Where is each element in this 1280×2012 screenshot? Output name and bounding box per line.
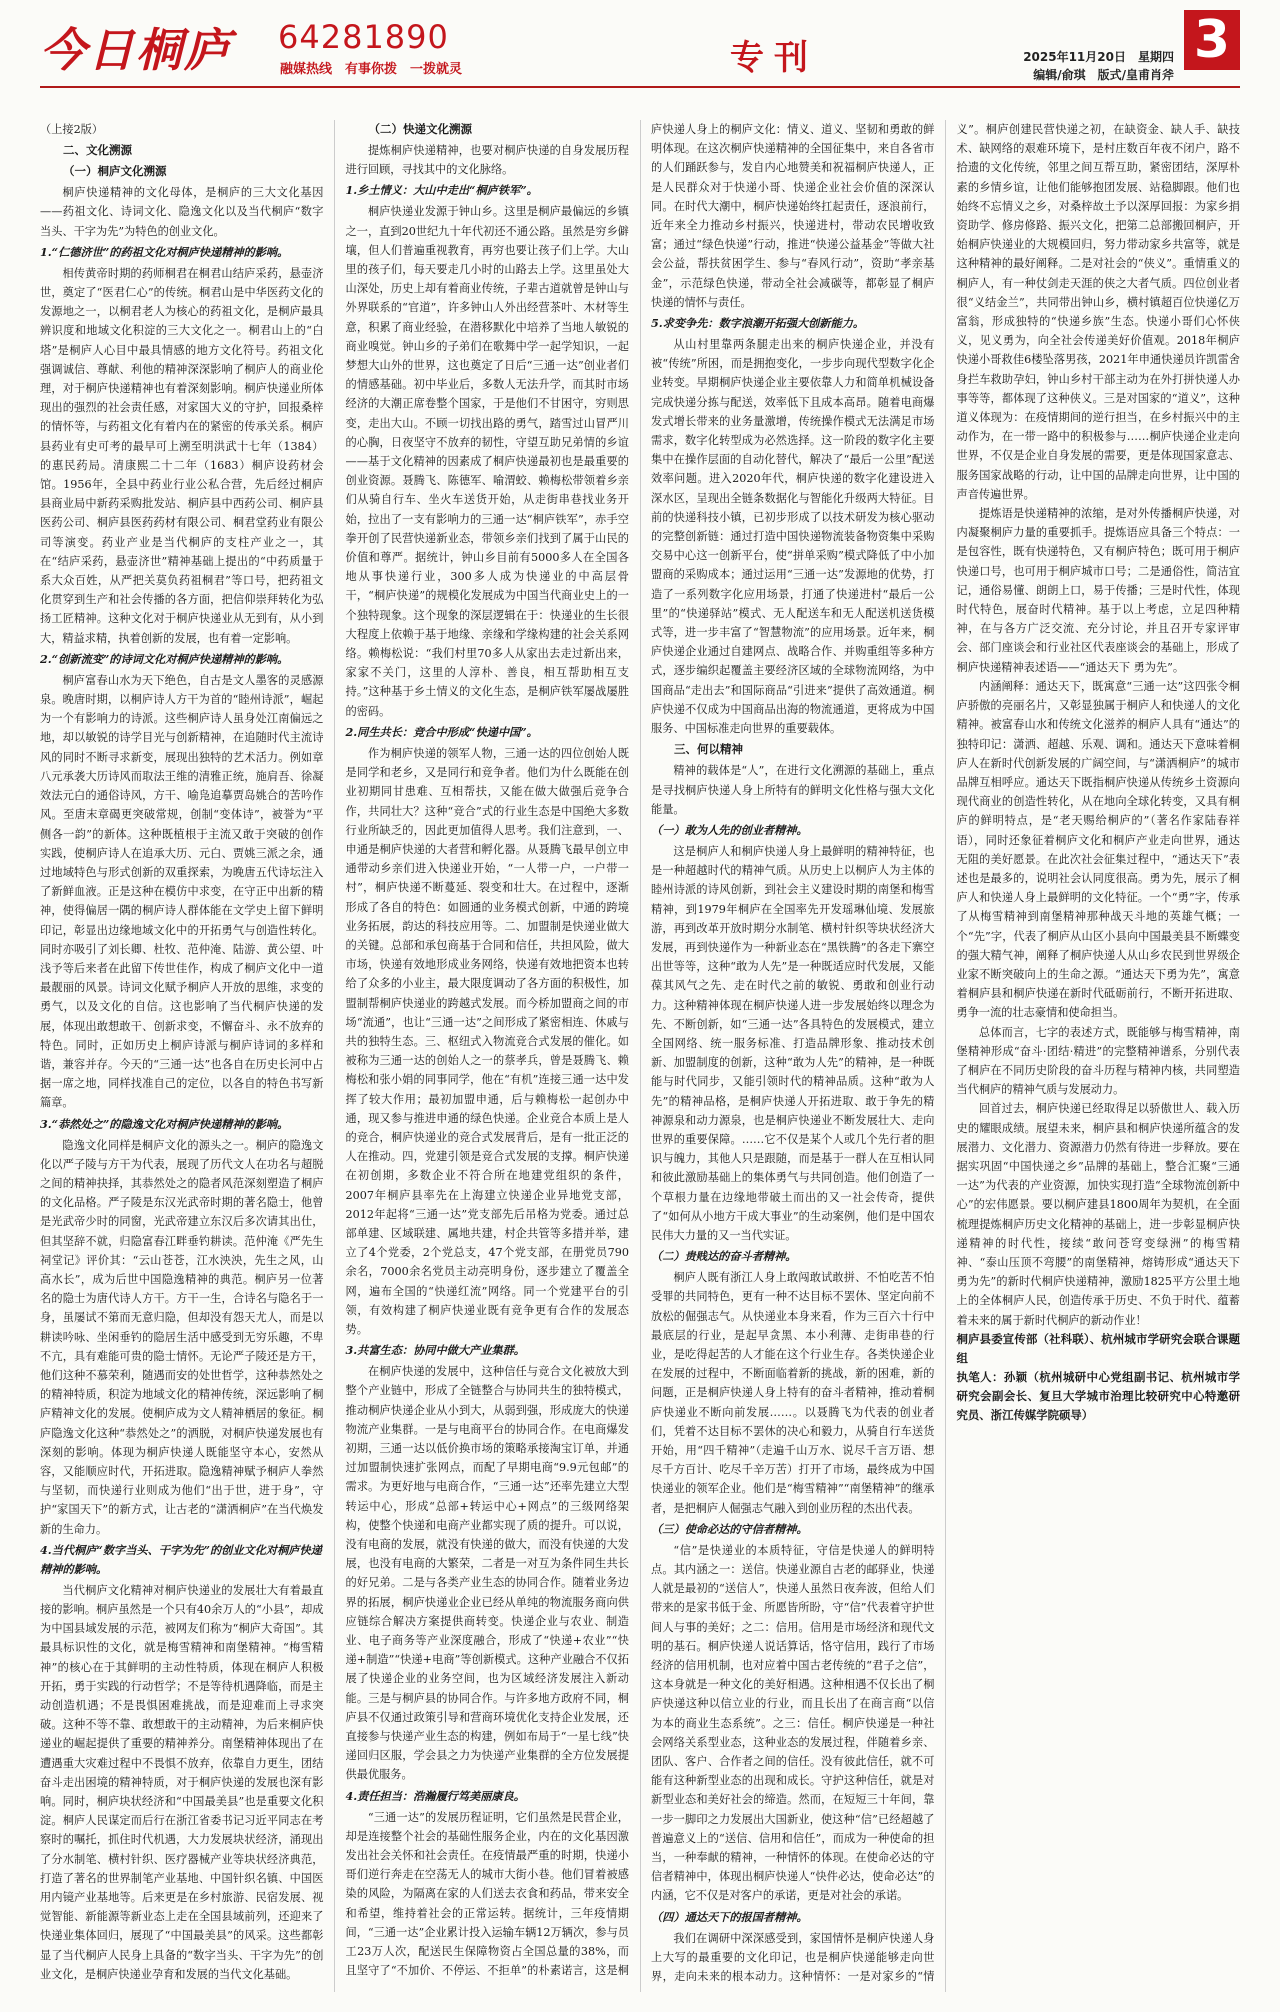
subsection-heading: （一）桐庐文化溯源 <box>63 164 167 179</box>
point-heading: 5.求变争先：数字浪潮开拓强大创新能力。 <box>651 316 865 331</box>
paragraph: 精神的载体是“人”，在进行文化溯源的基础上，重点是寻找桐庐快递人身上所特有的鲜明文化性格与强大文化能量。 <box>651 764 935 816</box>
point-heading: 4.当代桐庐“数字当头、干字为先”的创业文化对桐庐快递精神的影响。 <box>40 1542 322 1576</box>
newspaper-logo: 今日桐庐 <box>40 23 232 77</box>
point-heading: 3.共富生态：协同中做大产业集群。 <box>345 1343 525 1358</box>
paragraph: 桐庐富春山水为天下绝色，自古是文人墨客的灵感源泉。晚唐时期，以桐庐诗人方干为首的“睦州诗派”，崛起为一个有影响力的诗派。这些桐庐诗人虽身处江南偏远之地，却以敏锐的诗学目光与创新精神，在追随时代主流诗风的同时不断寻求新变，展现出独特的艺术活力。例如章八元承袭大历诗风而取法王维的清雅正统，施肩吾、徐凝效法元白的通俗诗风，方干、喻凫追摹贾岛姚合的苦吟作风。至唐末章碣更突破常规，创制“变体诗”，被誉为“平侧各一韵”的新体。这种既植根于主流又敢于突破的创作实践，使桐庐诗人在追承大历、元白、贾姚三派之余，通过地域特色与形式创新的双重探索，为晚唐五代诗坛注入了新鲜血液。正是这种在模仿中求变，在守正中出新的精神，使得偏居一隅的桐庐诗人群体能在文学史上留下鲜明印记，彰显出边缘地域文化中的开拓勇气与创造性转化。同时亦吸引了刘长卿、杜牧、范仲淹、陆游、黄公望、叶浅予等后来者在此留下传世佳作，构成了桐庐文化中一道最靓丽的风景。诗词文化赋予桐庐人开放的思维，求变的勇气，以及文化的自信。这也影响了当代桐庐快递的发展，体现出敢想敢干、创新求变，不懈奋斗、永不放弃的特色。同时，正如历史上桐庐诗派与桐庐诗词的多样和谐，兼容并存。今天的“三通一达”也各自在历史长河中占据一席之地，同样找准自己的定位，以各自的特色书写新篇章。 <box>40 673 324 1110</box>
author-byline: 执笔人：孙颖（杭州城研中心党组副书记、杭州城市学研究会副会长、复旦大学城市治理比较研究中心特邀研究员、浙江传媒学院硕导） <box>956 1369 1240 1422</box>
page-number: 3 <box>1184 10 1240 70</box>
section-name: 专刊 <box>730 38 818 78</box>
issue-date: 2025年11月20日 星期四 <box>1023 50 1174 64</box>
editor-credits: 编辑/俞琪 版式/皇甫肖斧 <box>1033 68 1174 82</box>
paragraph: 从山村里靠两条腿走出来的桐庐快递企业，并没有被“传统”所困，而是拥抱变化，一步步向现代型数字化企业转变。早期桐庐快递企业主要依靠人力和简单机械设备完成快递分拣与配送，效率低下且成本高昂。随着电商爆发式增长带来的业务量激增，传统操作模式无法满足市场需求，数字化转型成为必然选择。这一阶段的数字化主要集中在操作层面的自动化替代，解决了“最后一公里”配送效率问题。进入2020年代，桐庐快递的数字化建设进入深水区，呈现出全链条数据化与智能化升级两大特征。目前的快递科技小镇，已初步形成了以技术研发为核心驱动的完整创新链：通过打造中国快递物流装备物资集中采购交易中心这一创新平台，使“拼单采购”模式降低了中小加盟商的采购成本；通过运用“三通一达”发源地的优势，打造了一系列数字化应用场景，打通了快递进村“最后一公里”的“快递驿站”模式、无人配送车和无人配送机送货模式等，进一步丰富了“智慧物流”的应用场景。近年来，桐庐快递企业通过自建网点、战略合作、并购重组等多种方式，逐步编织起覆盖主要经济区域的全球物流网络，为中国商品“走出去”和国际商品“引进来”提供了高效通道。桐庐快递不仅成为中国商品出海的物流通道，更将成为中国服务、中国标准走向世界的重要载体。 <box>651 338 935 736</box>
point-heading: （四）通达天下的报国者精神。 <box>651 1909 808 1924</box>
paragraph: 作为桐庐快递的领军人物，三通一达的四位创始人既是同学和老乡，又是同行和竞争者。他们为什么既能在创业初期同甘患难、互相帮扶，又能在做大做强后竞争合作，共同壮大？这种“竞合”式的行业生态是中国绝大多数行业所缺乏的，因此更加值得人思考。我们注意到，一、申通是桐庐快递的大者营和孵化器。从聂腾飞最早创立申通带动乡亲们进入快递业开始，“一人带一户，一户带一村”，桐庐快递不断蔓延、裂变和壮大。在过程中，逐渐形成了各自的特色：如圆通的业务模式创新，中通的跨境业务拓展，韵达的科技应用等。二、加盟制是快递业做大的关键。总部和承包商基于合同和信任，共担风险，做大市场，快递有效地形成业务网络，快递有效地把资本也转给了众多的小业主，最大限度调动了各方面的积极性，加盟制帮桐庐快递业的跨越式发展。而今桥加盟商之间的市场“流通”，也让“三通一达”之间形成了紧密相连、休戚与共的独特生态。三、枢纽式入物流竞合式发展的催化。如被称为三通一达的创始人之一的蔡孝兵，曾是聂腾飞、赖梅松和张小娟的同事同学，他在“有机”连接三通一达中发挥了较大作用；最初加盟申通，后与赖梅松一起创办中通，现又参与推进申通的绿色快递。企业竞合本质上是人的竞合，桐庐快递业的竞合式发展背后，是有一批正泛的人在推动。四，党建引领是竞合式发展的支撑。桐庐快递在初创期，多数企业不符合所在地建党组织的条件，2007年桐庐县率先在上海建立快递企业异地党支部，2012年起将“三通一达”党支部先后吊格为党委。通过总部单建、区域联建、属地共建，村企共管等多措并举，建立了4个党委，2个党总支，47个党支部，在册党员790余名，7000余名党员主动亮明身份，逐步建立了覆盖全网，遍布全国的“快递红流”网络。同一个党建平台的引领，有效构建了桐庐快递业既有竞争更有合作的发展态势。 <box>345 746 629 1336</box>
point-heading: 2.同生共长：竞合中形成“快递中国”。 <box>345 724 538 739</box>
point-heading: 2.“创新流变”的诗词文化对桐庐快递精神的影响。 <box>40 651 289 666</box>
paragraph: 内涵阐释：通达天下，既寓意“三通一达”这四张令桐庐骄傲的亮丽名片，又彰显独属于桐庐人和快递人的文化精神。被富春山水和传统文化滋养的桐庐人具有“通达”的独特印记：潇洒、超越、乐观、调和。通达天下意味着桐庐人在新时代创新发展的广阔空间，与“潇洒桐庐”的城市品牌互相呼应。通达天下既指桐庐快递从传统乡土资源向现代商业的创造性转化，从在地向全球化转变，又具有桐庐的鲜明特点，是“老天赐给桐庐的”（著名作家陆春祥语），同时还象征着桐庐文化和桐庐产业走向世界，通达无阻的美好愿景。在此次社会征集过程中，“通达天下”表述也是最多的，说明社会认同度很高。勇为先，展示了桐庐人和快递人身上最鲜明的文化特征。一个“勇”字，传承了从梅雪精神到南堡精神那种战天斗地的英雄气概；一个“先”字，代表了桐庐从山区小县向中国最美县不断蝶变的强大精气神，阐释了桐庐快递人从山乡农民到世界级企业家不断突破向上的生命之源。“通达天下勇为先”，寓意着桐庐县和桐庐快递在新时代砥砺前行，不断开拓进取、勇争一流的壮志豪情和使命担当。 <box>956 679 1240 1020</box>
paragraph: “信”是快递业的本质特征，守信是快递人的鲜明特点。其内涵之一：送信。快递业源自古老的邮驿业，快递人就是最初的“送信人”，快递人虽然日夜奔波，但给人们带来的是家书低于金、所愿皆所盼，守“信”代表着守护世间人与事的美好；之二：信用。信用是市场经济和现代文明的基石。桐庐快递人说话算话，恪守信用，践行了市场经济的信用机制，也对应着中国古老传统的“君子之信”，这本身就是一种文化的美好相遇。这种相遇不仅长出了桐庐快递这种以信立业的行业，而且长出了在商言商“以信为本的商业生态系统”。之三：信任。桐庐快递是一种社会网络关系型业态，这种业态的发展过程，伴随着乡亲、团队、客户、合作者之间的信任。没有彼此信任，就不可能有这种新型业态的出现和成长。守护这种信任，就是对新型业态和美好社会的缔造。然而，在短短三十年间，靠一步一脚印之力发展出大国新业，使这种“信”已经超越了普遍意义上的“送信、信用和信任”，而成为一种使命的担当，一种奉献的精神，一种情怀的体现。在使命必达的守信者精神中，体现出桐庐快递人“快件必达，使命必达”的内涵，它不仅是对客户的承诺，更是对社会的承诺。 <box>651 1543 935 1903</box>
paragraph: 相传黄帝时期的药师桐君在桐君山结庐采药，悬壶济世，奠定了“医君仁心”的传统。桐君山是中华医药文化的发源地之一，以桐君老人为核心的药祖文化，是桐庐最具辨识度和地域文化积淀的三大文化之一。桐君山上的“白塔”是桐庐人心目中最具情感的地方文化符号。药祖文化强调诚信、尊献、利他的精神深深影响了桐庐人的商业伦理，对于桐庐快递精神也有着深刻影响。桐庐快递业所体现出的强烈的社会责任感，对家国大义的守护，回报桑梓的情怀等，与药祖文化有着内在的紧密的传承关系。桐庐县药业有史可考的最早可上溯至明洪武十七年（1384）的惠民药局。清康熙二十二年（1683）桐庐设药材会馆。1956年，全县中药业行业公私合营，先后经过桐庐县商业局中新药采购批发站、桐庐县中西药公司、桐庐县医药公司、桐庐县医药药材有限公司、桐君堂药业有限公司等演变。药业产业是当代桐庐的支柱产业之一，其在“结庐采药，悬壶济世”精神基础上提出的“中药质量于系大众百姓，从严把关莫负药祖桐君”等口号，把药祖文化贯穿到生产和社会传播的各方面，把信仰崇拜转化为弘扬工匠精神。这种文化对于桐庐快递业从无到有，从小到大，精益求精，执着创新的发展，也有着一定影响。 <box>40 266 324 645</box>
author-organization: 桐庐县委宣传部（社科联）、杭州城市学研究会联合课题组 <box>956 1331 1240 1365</box>
point-heading: （三）使命必达的守信者精神。 <box>651 1521 808 1536</box>
paragraph: 当代桐庐文化精神对桐庐快递业的发展壮大有着最直接的影响。桐庐虽然是一个只有40余万人的“小县”，却成为中国县域发展的示范，被网友们称为“桐庐大奇国”。其最具标识性的文化，就是梅雪精神和南堡精神。“梅雪精神”的核心在于其鲜明的主动性特质，体现在桐庐人积极开拓，勇于实践的行动哲学；不是等待机遇降临，而是主动创造机遇；不是畏惧困难挑战，而是迎难而上寻求突破。这种不等不靠、敢想敢干的主动精神，为后来桐庐快递业的崛起提供了重要的精神养分。南堡精神体现出了在遭遇重大灾难过程中不畏惧不放弃，依靠自力更生，团结奋斗走出困境的精神特质，对于桐庐快递的发展也深有影响。同时，桐庐块状经济和“中国最美县”也是重要文化积淀。桐庐人民谋定而后行在浙江省委书记习近平同志在考察时的嘱托，抓住时代机遇，大力发展块状经济，涌现出了分水制笔、横村针织、医疗器械产业等块状经济典范，打造了著名的世界制笔产业基地、中国针织名镇、中国医用内镜产业基地等。后来更是在乡村旅游、民宿发展、视觉智能、新能源等新业态上走在全国县域前列，还迎来了快递业集体回归，展现了“中国最美县”的风采。这些都彰显了当代桐庐人民身上具备的“数字当头、干字为先”的创业文化，是桐庐快递业孕育和发展的当代文化基础。 <box>40 1583 324 1981</box>
continued-note: （上接2版） <box>40 123 104 136</box>
paragraph: 桐庐快递精神的文化母体，是桐庐的三大文化基因——药祖文化、诗词文化、隐逸文化以及当代桐庐“数字当头、干字为先”为特色的创业文化。 <box>40 186 324 238</box>
point-heading: 4.责任担当：浩瀚履行笃美丽康良。 <box>345 1788 525 1803</box>
paragraph: 这是桐庐人和桐庐快递人身上最鲜明的精神特征，也是一种超越时代的精神气质。从历史上以桐庐人为主体的睦州诗派的诗风创新，到社会主义建设时期的南堡和梅雪精神，到1979年桐庐在全国率先开发瑶琳仙境、发展旅游，再到改革开放时期分水制笔、横村针织等块状经济大发展，再到快递作为一种新业态在“黑铁腾”的各走下寨空出世等等，这种“敢为人先”是一种既适应时代发展，又能葆其风气之先、走在时代之前的敏锐、勇敢和创业行动力。这种精神体现在桐庐快递人进一步发展始终以理念为先、不断创新，如“三通一达”各具特色的发展模式，建立全国网络、统一服务标准、打造品牌形象、推动技术创新、加盟制度的创新，这种“敢为人先”的精神，是一种既能与时代同步，又能引领时代的精神品质。这种“敢为人先”的精神品格，是桐庐快递人开拓进取、敢于争先的精神源泉和动力源泉，也是桐庐快递业不断发展壮大、走向世界的重要保障。……它不仅是某个人或几个先行者的胆识与魄力，其他人只是跟随，而是基于一群人在互相认同和彼此激励基础上的集体勇气与共同创造。他们创造了一个草根力量在边缘地带破土而出的又一社会传奇，提供了“如何从小地方干成大事业”的生动案例，他们是中国农民伟大力量的又一当代实证。 <box>651 844 935 1242</box>
paragraph: 桐庐人既有浙江人身上敢闯敢试敢拼、不怕吃苦不怕受罪的共同特色，更有一种不达目标不罢休、坚定向前不放松的倔强志气。从快递业本身来看，作为三百六十行中最底层的行业，是起早贪黑、本小利薄、走街串巷的行业，是吃得起苦的人才能在这个行业生存。各类快递企业在发展的过程中，不断面临着新的挑战，新的困难，新的问题，正是桐庐快递人身上特有的奋斗者精神，推动着桐庐快递业不断向前发展……。以聂腾飞为代表的创业者们，凭着不达目标不罢休的决心和毅力，从骑自行车送货开始，用“四千精神”（走遍千山万水、说尽千言万语、想尽千方百计、吃尽千辛万苦）打开了市场，最终成为中国快递业的领军企业。他们是“梅雪精神”“南堡精神”的继承者，是把桐庐人倔强志气融入到创业历程的杰出代表。 <box>651 1271 935 1515</box>
subsection-heading: （二）快递文化溯源 <box>368 122 472 136</box>
article-body <box>40 120 1240 1992</box>
section-heading-spirit: 三、何以精神 <box>674 742 743 757</box>
paragraph: “三通一达”的发展历程证明，它们虽然是民营企业，却是连接整个社会的基础性服务企业，内在的文化基因激发出社会关怀和社会责任。在疫情最严重的时期，快递小哥们逆行奔走在空荡无人的城市大街小巷。他们冒着被感染的风险，为隔离在家的人们送去衣食和药品，带来安全和希望，维持着社会的正常运转。据统计，三年疫情期间，“三通一达”企业累计投入运输车辆12万辆次，参与员工23万人次，配送民生保障物资占全国总量的38%，而且坚守了“不加价、不停运、不拒单”的朴素诺言，这是桐庐快递人身上的桐庐文化：情义、道义、坚韧和勇敢的鲜明体现。在这次桐庐快递精神的全国征集中，来自各省市的人们踊跃参与，发自内心地赞美和祝福桐庐快递人，正是人民群众对于快递小哥、快递企业社会价值的深深认同。在时代大潮中，桐庐快递始终扛起责任，逐浪前行，近年来全力推动乡村振兴，快递进村，带动农民增收致富；通过“绿色快递”行动，推进“快递公益基金”等做大社会公益，帮扶贫困学生、参与“春风行动”，资助“孝亲基金”，示范绿色快递，带动全社会减碳等，都彰显了桐庐快递的情怀与责任。 <box>345 123 935 1978</box>
point-heading: 3.“恭然处之”的隐逸文化对桐庐快递精神的影响。 <box>40 1116 289 1131</box>
paragraph: 提炼语是快递精神的浓缩，是对外传播桐庐快递，对内凝聚桐庐力量的重要抓手。提炼语应具备三个特点：一是包容性，既有快递特色，又有桐庐特色；既可用于桐庐快递口号，也可用于桐庐城市口号；二是通俗性，简洁宜记，通俗易懂、朗朗上口，易于传播；三是时代性，体现时代特色，展奋时代精神。基于以上考虑，立足四种精神，在与各方广泛交流、充分讨论，并且召开专家评审会、部门座谈会和行业社区代表座谈会的基础上，形成了桐庐快递精神表述语——“通达天下 勇为先”。 <box>956 507 1240 674</box>
point-heading: 1.乡土情义：大山中走出“桐庐铁军”。 <box>345 183 538 198</box>
paragraph: 我们在调研中深深感受到，家国情怀是桐庐快递人身上大写的最重要的文化印记，也是桐庐快递能够走向世界，走向未来的根本动力。这种情怀：一是对家乡的“情义”。桐庐创建民营快递之初，在缺资金、缺人手、缺技术、缺网络的艰难环境下，是村庄数百年夜不闭户，路不拾遗的文化传统，邻里之间互帮互助，紧密团结，深厚朴素的乡情乡谊，让他们能够抱团发展、站稳脚跟。他们也始终不忘情义之乡，对桑梓故土予以深厚回报：为家乡捐资助学、修房修路、振兴文化，把第二总部搬回桐庐，开始桐庐快递业的大规模回归，努力带动家乡共富等，就是这种精神的最好阐释。二是对社会的“侠义”。重情重义的桐庐人，有一种仗剑走天涯的侠之大者气质。四位创业者很“义结金兰”，共同带出钟山乡，横村镇超百位快递亿万富翁，形成独特的“快递乡族”生态。快递小哥们心怀侠义，见义勇为，向全社会传递美好价值观。2018年桐庐快递小哥救佳6楼坠落男孩，2021年申通快递员许凯雷舍身拦车救助孕妇，钟山乡村干部主动为在外打拼快递人办事等等，都体现了这种侠义。三是对国家的“道义”，这种道义体现为：在疫情期间的逆行担当，在乡村振兴中的主动作为，在一带一路中的积极参与……桐庐快递企业走向世界，不仅是企业自身发展的需要，更是体现国家意志、服务国家战略的行动，让中国的品牌走向世界，让中国的声音传遍世界。 <box>651 123 1240 1984</box>
section-heading-culture: 二、文化溯源 <box>63 143 132 158</box>
paragraph: 总体而言，七字的表述方式，既能够与梅雪精神，南堡精神形成“奋斗·团结·精进”的完整精神谱系，分别代表了桐庐在不同历史阶段的奋斗历程与精神内核，共同塑造当代桐庐的精神气质与发展动力。 <box>956 1025 1240 1097</box>
hotline-tagline: 融媒热线 有事你拨 一拨就灵 <box>280 62 463 77</box>
paragraph: 提炼桐庐快递精神，也要对桐庐快递的自身发展历程进行回顾，寻找其中的文化脉络。 <box>345 144 629 177</box>
point-heading: 1.“仁德济世”的药祖文化对桐庐快递精神的影响。 <box>40 244 289 259</box>
paragraph: 在桐庐快递的发展中，这种信任与竞合文化被放大到整个产业链中，形成了全链整合与协同共生的独特模式，推动桐庐快递企业从小到大，从弱到强，形成庞大的快递物流产业集群。一是与电商平台的协同合作。在电商爆发初期，三通一达以低价换市场的策略承接淘宝订单，并通过加盟制快速扩张网点，而配了早期电商“9.9元包邮”的需求。为更好地与电商合作，“三通一达”还率先建立大型转运中心，形成“总部+转运中心+网点”的三级网络架构，使整个快递和电商产业都实现了质的提升。可以说，没有电商的发展，就没有快递的做大，而没有快递的大发展，也没有电商的大繁荣，二者是一对互为条件同生共长的好兄弟。二是与各类产业生态的协同合作。随着业务边界的拓展，桐庐快递业企业已经从单纯的物流服务商向供应链综合解决方案提供商转变。快递企业与农业、制造业、电子商务等产业深度融合，形成了“快递+农业”“快递+制造”“快递+电商”等创新模式。这种产业融合不仅拓展了快递企业的业务空间，也为区域经济发展注入新动能。三是与桐庐县的协同合作。与许多地方政府不同，桐庐县不仅通过政策引导和营商环境优化支持企业发展，还直接参与快递产业生态的构建，例如布局于“一星七线”快递回归区服，学会县之力为快递产业集群的全方位发展提供最优服务。 <box>345 1365 629 1782</box>
point-heading: （二）贵贱达的奋斗者精神。 <box>651 1249 797 1264</box>
point-heading: （一）敢为人先的创业者精神。 <box>651 822 808 837</box>
paragraph: 隐逸文化同样是桐庐文化的源头之一。桐庐的隐逸文化以严子陵与方干为代表，展现了历代文人在功名与超脱之间的精神抉择，其恭然处之的隐者风范深刻塑造了桐庐的文化品格。严子陵是东汉光武帝时期的著名隐士，他曾是光武帝少时的同窗，光武帝建立东汉后多次请其出仕，但其坚辞不就，归隐富春江畔垂钓耕读。范仲淹《严先生祠堂记》评价其：“云山苍苍，江水泱泱，先生之风，山高水长”，成为后世中国隐逸精神的典范。桐庐另一位著名的隐士为唐代诗人方干。方干一生，合诗名与隐名于一身，虽屡试不第而无意归隐，但却没有怨天尤人，而是以耕读吟咏、坐闲垂钓的隐居生活中感受到无穷乐趣，不卑不亢，具有难能可贵的隐士情怀。无论严子陵还是方干，他们这种不慕荣利，随遇而安的处世哲学，这种恭然处之的精神特质，积淀为地域文化的精神传统，深远影响了桐庐精神文化的发展。使桐庐成为文人精神栖居的象征。桐庐隐逸文化这种“恭然处之”的洒脱，对桐庐快递发展也有深刻的影响。体现为桐庐快递人既能坚守本心，安然从容，又能顺应时代，开拓进取。隐逸精神赋予桐庐人拳然与坚韧，而快递行业则成为他们“出于世，进于身”，守护“家国天下”的新方式，让古老的“潇洒桐庐”在当代焕发新的生命力。 <box>40 1138 324 1536</box>
hotline-number: 64281890 <box>278 18 449 56</box>
masthead <box>40 0 1240 88</box>
paragraph: 回首过去，桐庐快递已经取得足以骄傲世人、载入历史的耀眼成绩。展望未来，桐庐县和桐庐快递所蕴含的发展潜力、文化潜力、资源潜力仍然有待进一步释放。要在据实巩固“中国快递之乡”品牌的基础上，整合汇聚“三通一达”为代表的产业资源，加快实现打造“全球物流创新中心”的宏伟愿景。要以桐庐建县1800周年为契机，在全面梳理提炼桐庐历史文化精神的基础上，进一步彰显桐庐快递精神的时代性，接续“敢问苍穹变绿洲”的梅雪精神、“泰山压顶不弯腰”的南堡精神，熔铸形成“通达天下勇为先”的新时代桐庐快递精神，激励1825平方公里土地上的全体桐庐人民，创造传承于历史、不负于时代、蕴蓄着未来的属于新时代桐庐的新动作业！ <box>956 1102 1240 1327</box>
paragraph: 桐庐快递业发源于钟山乡。这里是桐庐最偏远的乡镇之一，直到20世纪九十年代初还不通公路。虽然是穷乡僻壤，但人们普遍重视教育，再穷也要让孩子们上学。大山里的孩子们，每天要走几小时的山路去上学。这里虽处大山深处，历史上却有着商业传统，子辈古道就曾是钟山与外界联系的“官道”，许多钟山人外出经营茶叶、木材等生意，积累了商业经验，在潜移默化中培养了当地人敏锐的商业嗅觉。钟山乡的子弟们在歌舞中学一起学知识，一起梦想大山外的世界，这也奠定了日后“三通一达”创业者们的情感基础。初中毕业后，多数人无法升学，而其时市场经济的大潮正席卷整个国家，于是他们不甘困守，穷则思变，走出大山。不顾一切找出路的勇气，踏雪过山冒严川的心胸，日夜坚守不放弃的韧性，守望互助兄弟情的乡谊——基于文化精神的因素成了桐庐快递最初也是最重要的创业资源。聂腾飞、陈德军、喻渭蛟、赖梅松带领着乡亲们从骑自行车、坐火车送货开始，从走街串巷找业务开始，拉出了一支有影响力的三通一达“桐庐铁军”，赤手空拳开创了民营快递新业态，带领乡亲们找到了属于山民的价值和尊严。据统计，钟山乡目前有5000多人在全国各地从事快递行业，300多人成为快递业的中高层骨干，“桐庐快递”的规模化发展成为中国当代商业史上的一个独特现象。这个现象的深层逻辑在于：快递业的生长很大程度上依赖于基于地缘、亲缘和学缘构建的社会关系网络。赖梅松说：“我们村里70多人从家出去走过新出来，家家不关门，这里的人淳朴、善良，相互帮助相互支持。”这种基于乡土情义的文化生态，是桐庐铁军屡战屡胜的密码。 <box>345 205 629 718</box>
